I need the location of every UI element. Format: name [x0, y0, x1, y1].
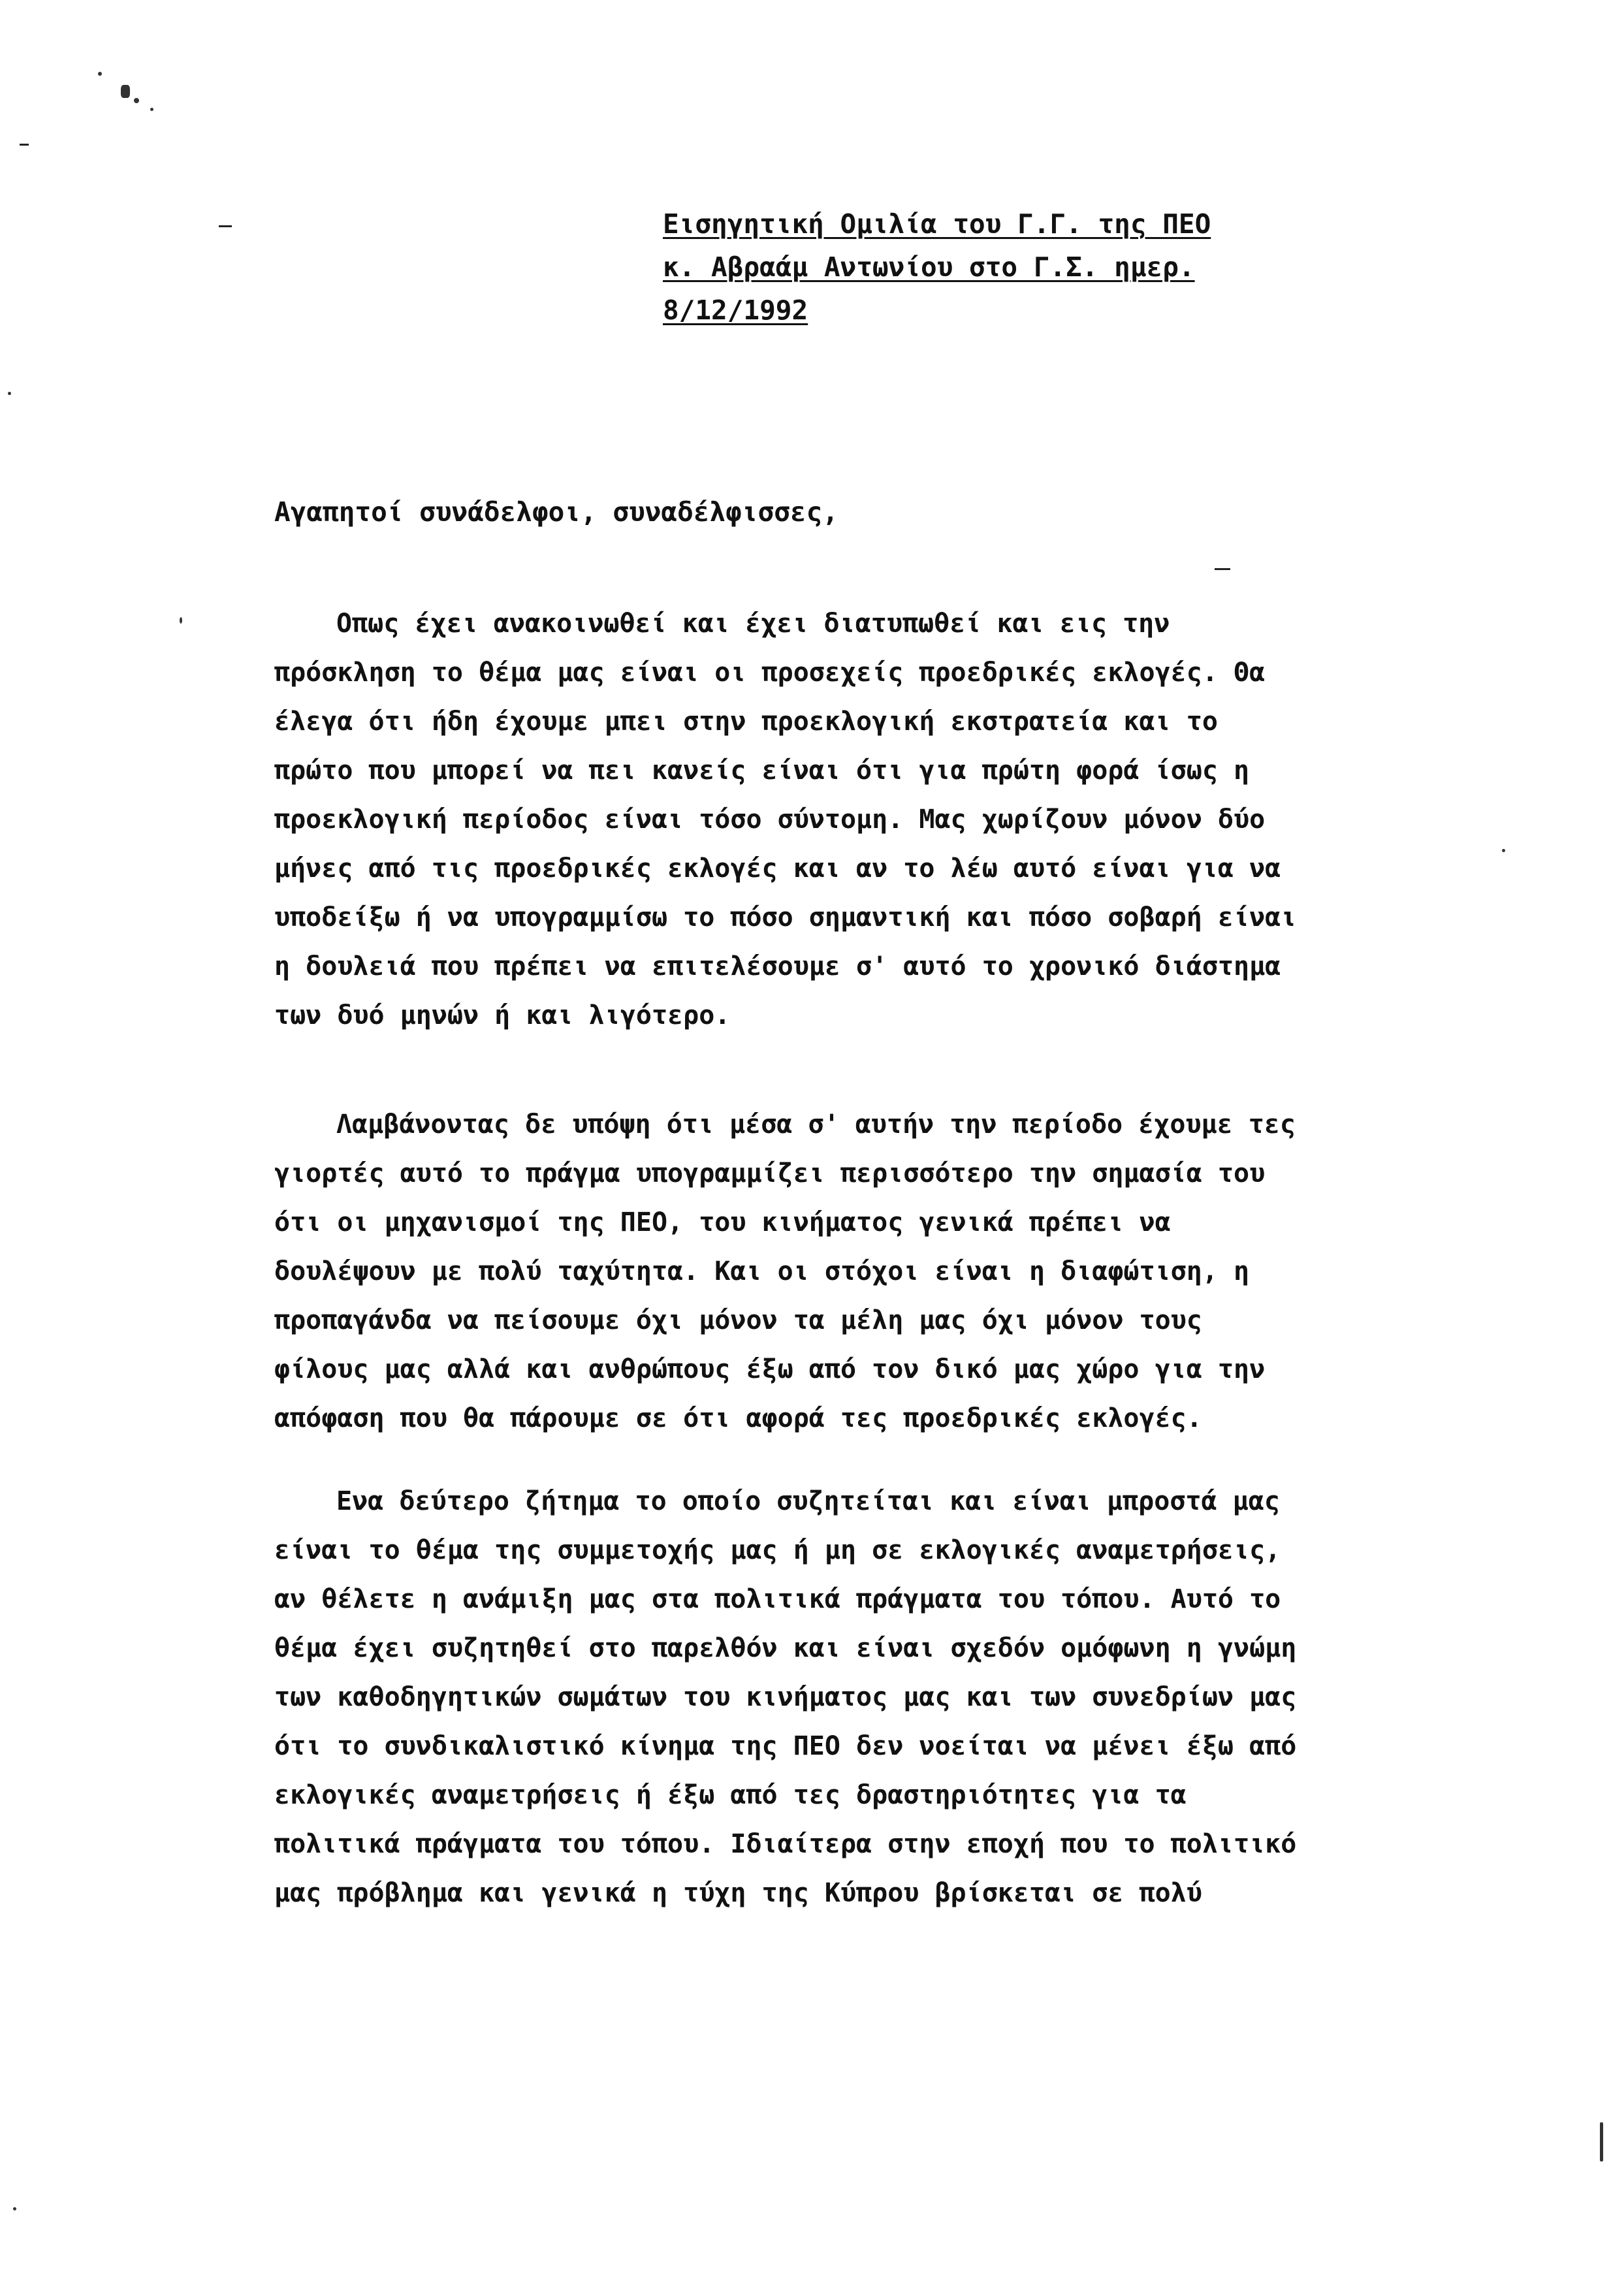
text-line: γιορτές αυτό το πράγμα υπογραμμίζει περισσότερο την σημασία του — [274, 1158, 1266, 1188]
text-line: ότι το συνδικαλιστικό κίνημα της ΠΕΟ δεν νοείται να μένει έξω από — [274, 1731, 1297, 1761]
text-line: προπαγάνδα να πείσουμε όχι μόνον τα μέλη μας όχι μόνον τους — [274, 1305, 1202, 1335]
text-line: έλεγα ότι ήδη έχουμε μπει στην προεκλογική εκστρατεία και το — [274, 707, 1218, 737]
document-header — [663, 202, 1211, 332]
salutation: Αγαπητοί συνάδελφοι, συναδέλφισσες, — [274, 496, 838, 528]
text-line: απόφαση που θα πάρουμε σε ότι αφορά τες προεδρικές εκλογές. — [274, 1403, 1202, 1433]
text-line: των δυό μηνών ή και λιγότερο. — [274, 1000, 731, 1030]
text-line: φίλους μας αλλά και ανθρώπους έξω από τον δικό μας χώρο για την — [274, 1354, 1266, 1384]
scan-mark — [219, 225, 232, 227]
text-line: Ενα δεύτερο ζήτημα το οποίο συζητείται και είναι μπροστά μας — [336, 1486, 1280, 1516]
scan-mark — [1215, 568, 1230, 570]
paragraph — [274, 1477, 1352, 1918]
text-line: αν θέλετε η ανάμιξη μας στα πολιτικά πράγματα του τόπου. Αυτό το — [274, 1584, 1281, 1614]
text-line: Λαμβάνοντας δε υπόψη ότι μέσα σ' αυτήν την περίοδο έχουμε τες — [336, 1109, 1296, 1140]
scan-mark — [20, 144, 29, 146]
text-line: υποδείξω ή να υπογραμμίσω το πόσο σημαντική και πόσο σοβαρή είναι — [274, 902, 1297, 933]
text-line: εκλογικές αναμετρήσεις ή έξω από τες δραστηριότητες για τα — [274, 1780, 1187, 1810]
paragraph — [274, 1100, 1352, 1443]
text-line: των καθοδηγητικών σωμάτων του κινήματος μας και των συνεδρίων μας — [274, 1682, 1297, 1712]
text-line: είναι το θέμα της συμμετοχής μας ή μη σε εκλογικές αναμετρήσεις, — [274, 1535, 1281, 1565]
text-line: ότι οι μηχανισμοί της ΠΕΟ, του κινήματος γενικά πρέπει να — [274, 1207, 1171, 1237]
text-line: η δουλειά που πρέπει να επιτελέσουμε σ' αυτό το χρονικό διάστημα — [274, 951, 1281, 981]
scan-speck — [98, 72, 102, 76]
text-line: πρόσκληση το θέμα μας είναι οι προσεχείς προεδρικές εκλογές. Θα — [274, 658, 1266, 688]
text-line: θέμα έχει συζητηθεί στο παρελθόν και είναι σχεδόν ομόφωνη η γνώμη — [274, 1633, 1297, 1663]
header-date: 8/12/1992 — [663, 295, 808, 326]
header-author-line: κ. Αβραάμ Αντωνίου στο Γ.Σ. ημερ. — [663, 251, 1195, 283]
scan-speck — [150, 108, 153, 111]
text-line: Οπως έχει ανακοινωθεί και έχει διατυπωθεί και εις την — [336, 609, 1170, 639]
text-line: μήνες από τις προεδρικές εκλογές και αν το λέω αυτό είναι για να — [274, 853, 1281, 884]
scan-speck — [180, 617, 182, 624]
text-line: δουλέψουν με πολύ ταχύτητα. Και οι στόχοι είναι η διαφώτιση, η — [274, 1256, 1250, 1286]
text-line: πρώτο που μπορεί να πει κανείς είναι ότι για πρώτη φορά ίσως η — [274, 756, 1250, 786]
scan-speck — [8, 392, 11, 395]
text-line: πολιτικά πράγματα του τόπου. Ιδιαίτερα στην εποχή που το πολιτικό — [274, 1829, 1297, 1859]
scan-speck — [13, 2207, 16, 2210]
text-line: μας πρόβλημα και γενικά η τύχη της Κύπρου βρίσκεται σε πολύ — [274, 1878, 1202, 1908]
scan-speck — [1600, 2122, 1603, 2161]
scan-speck — [121, 85, 130, 98]
paragraph — [274, 599, 1352, 1040]
scan-speck — [1502, 849, 1505, 852]
header-title-line: Εισηγητική Ομιλία του Γ.Γ. της ΠΕΟ — [663, 208, 1211, 240]
text-line: προεκλογική περίοδος είναι τόσο σύντομη. Μας χωρίζουν μόνον δύο — [274, 805, 1266, 835]
scan-speck — [134, 98, 139, 103]
